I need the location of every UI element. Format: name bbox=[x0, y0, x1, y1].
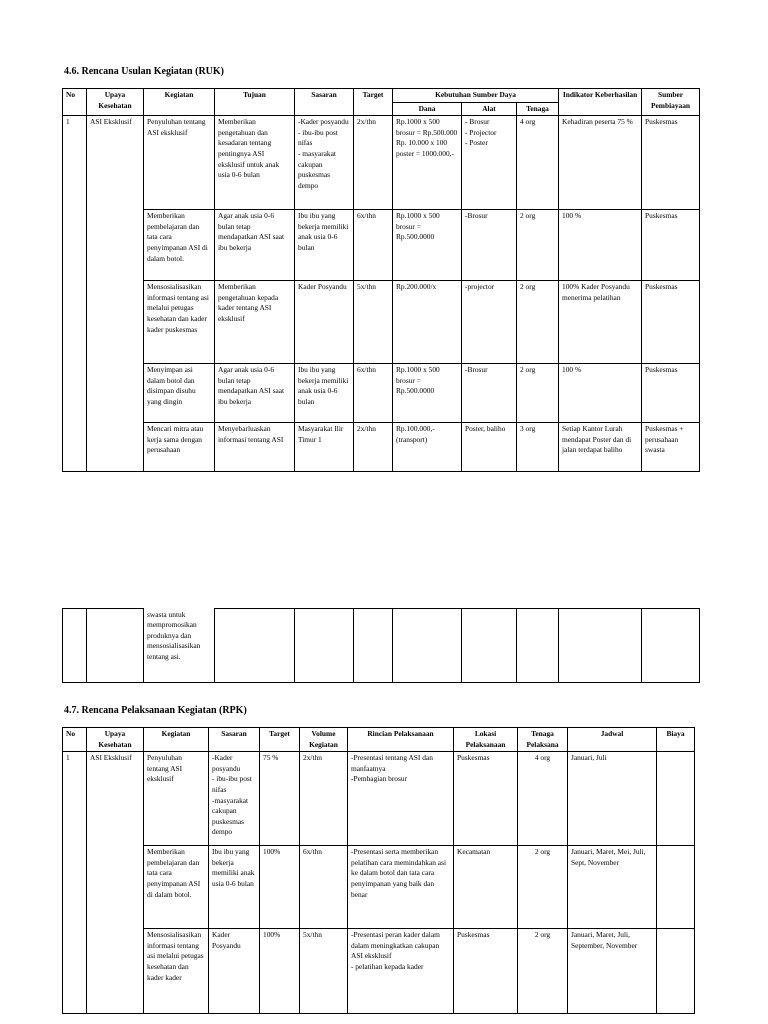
ruk-cell-kegiatan: Menyimpan asi dalam botol dan disimpan disuhu yang dingin bbox=[144, 364, 215, 423]
table-row bbox=[63, 281, 700, 364]
rpk-header-volume: Volume Kegiatan bbox=[300, 728, 348, 752]
rpk-header-biaya: Biaya bbox=[657, 728, 695, 752]
ruk-cell-target: 6x/thn bbox=[354, 364, 393, 423]
ruk-cell-tujuan: Memberikan pengetahuan kepada kader tentang ASI eksklusif bbox=[215, 281, 295, 364]
ruk-cell-dana: Rp.1000 x 500 brosur = Rp.500.0000 bbox=[393, 364, 462, 423]
ruk-header-indikator: Indikator Keberhasilan bbox=[559, 89, 642, 116]
rpk-cell-volume: 6x/thn bbox=[300, 846, 348, 929]
rpk-cell-biaya bbox=[657, 752, 695, 846]
rpk-cell-tenaga: 2 org bbox=[518, 929, 568, 1014]
table-row bbox=[63, 116, 700, 210]
rpk-cell-biaya bbox=[657, 929, 695, 1014]
ruk-header-no: No bbox=[63, 89, 87, 116]
table-row bbox=[63, 364, 700, 423]
ruk-cell-kegiatan: Mencari mitra atau kerja sama dengan perusahaan bbox=[144, 423, 215, 472]
ruk-cell-tujuan: Menyebarluaskan informasi tentang ASI bbox=[215, 423, 295, 472]
ruk-cell-tenaga: 4 org bbox=[517, 116, 559, 210]
rpk-header-lokasi: Lokasi Pelaksanaan bbox=[454, 728, 518, 752]
ruk-header-kebutuhan: Kebutuhan Sumber Daya bbox=[393, 89, 559, 103]
rpk-table bbox=[62, 727, 695, 1014]
ruk-cell-target: 5x/thn bbox=[354, 281, 393, 364]
ruk-cell-sasaran: Masyarakat Ilir Timur 1 bbox=[295, 423, 354, 472]
ruk-cell-sumber: Puskesmas + perusahaan swasta bbox=[642, 423, 700, 472]
table-row bbox=[63, 210, 700, 281]
rpk-cell-tenaga: 2 org bbox=[518, 846, 568, 929]
ruk-cell-kegiatan: Penyuluhan tentang ASI eksklusif bbox=[144, 116, 215, 210]
ruk-cell-tujuan: Agar anak usia 0-6 bulan tetap mendapatkan ASI saat ibu bekerja bbox=[215, 210, 295, 281]
rpk-header-rincian: Rincian Pelaksanaan bbox=[348, 728, 454, 752]
rpk-header-sasaran: Sasaran bbox=[209, 728, 260, 752]
ruk-cell-alat: -Brosur bbox=[462, 364, 517, 423]
ruk-cell-upaya: ASI Eksklusif bbox=[87, 116, 144, 472]
rpk-cell-target: 100% bbox=[260, 929, 300, 1014]
ruk-cell-target: 2x/thn bbox=[354, 116, 393, 210]
ruk-header-sumber: Sumber Pembiayaan bbox=[642, 89, 700, 116]
rpk-cell-tenaga: 4 org bbox=[518, 752, 568, 846]
table-row bbox=[63, 929, 695, 1014]
rpk-cell-lokasi: Puskesmas bbox=[454, 929, 518, 1014]
table-row bbox=[63, 752, 695, 846]
ruk-header-kegiatan: Kegiatan bbox=[144, 89, 215, 116]
table-row bbox=[63, 609, 700, 683]
rpk-cell-sasaran: -Kader posyandu - ibu-ibu post nifas -masyarakat cakupan puskesmas dempo bbox=[209, 752, 260, 846]
ruk-cell-indikator: Setiap Kantor Lurah mendapat Poster dan di jalan terdapat baliho bbox=[559, 423, 642, 472]
rpk-cell-sasaran: Ibu ibu yang bekerja memiliki anak usia 0-6 bulan bbox=[209, 846, 260, 929]
rpk-cell-volume: 2x/thn bbox=[300, 752, 348, 846]
ruk-continuation-table bbox=[62, 608, 700, 683]
ruk-cell-alat: -Brosur bbox=[462, 210, 517, 281]
ruk-cell-indikator: Kehadiran peserta 75 % bbox=[559, 116, 642, 210]
ruk-cell-indikator: 100 % bbox=[559, 210, 642, 281]
rpk-cell-kegiatan: Mensosialisasikan informasi tentang asi melalui petugas kesehatan dan kader kader bbox=[144, 929, 209, 1014]
rpk-cell-biaya bbox=[657, 846, 695, 929]
ruk-header-dana: Dana bbox=[393, 102, 462, 116]
ruk-cell-sasaran: Ibu ibu yang bekerja memiliki anak usia 0-6 bulan bbox=[295, 364, 354, 423]
rpk-cell-kegiatan: Penyuluhan tentang ASI eksklusif bbox=[144, 752, 209, 846]
ruk-cell-tenaga: 3 org bbox=[517, 423, 559, 472]
ruk-cell-no: 1 bbox=[63, 116, 87, 472]
ruk-cell-dana: Rp.1000 x 500 brosur = Rp.500.000 Rp. 10.000 x 100 poster = 1000.000,- bbox=[393, 116, 462, 210]
ruk-cell-tenaga: 2 org bbox=[517, 281, 559, 364]
rpk-header-no: No bbox=[63, 728, 87, 752]
ruk-header-sasaran: Sasaran bbox=[295, 89, 354, 116]
rpk-cell-rincian: -Presentasi serta memberikan pelatihan cara memindahkan asi ke dalam botol dan tata cara penyimpanan yang baik dan benar bbox=[348, 846, 454, 929]
ruk-cell-sasaran: Kader Posyandu bbox=[295, 281, 354, 364]
ruk-cell-sumber: Puskesmas bbox=[642, 210, 700, 281]
table-row bbox=[63, 423, 700, 472]
rpk-cell-jadwal: Januari, Juli bbox=[568, 752, 657, 846]
ruk-cell-target: 2x/thn bbox=[354, 423, 393, 472]
ruk-cell-alat: Poster, baliho bbox=[462, 423, 517, 472]
rpk-cell-sasaran: Kader Posyandu bbox=[209, 929, 260, 1014]
ruk-cell-kegiatan: Memberikan pembelajaran dan tata cara penyimpanan ASI di dalam botol. bbox=[144, 210, 215, 281]
ruk-continuation-kegiatan: swasta untuk mempromosikan produknya dan mensosialisasikan tentang asi. bbox=[144, 609, 215, 683]
rpk-cell-jadwal: Januari, Maret, Juli, September, November bbox=[568, 929, 657, 1014]
ruk-header-upaya: Upaya Kesehatan bbox=[87, 89, 144, 116]
rpk-cell-rincian: -Presentasi peran kader dalam dalam meningkatkan cakupan ASI eksklusif - pelatihan kepada kader bbox=[348, 929, 454, 1014]
ruk-header-alat: Alat bbox=[462, 102, 517, 116]
rpk-cell-rincian: -Presentasi tentang ASI dan manfaatnya -Pembagian brosur bbox=[348, 752, 454, 846]
ruk-cell-alat: - Brosur - Projector - Poster bbox=[462, 116, 517, 210]
ruk-header-target: Target bbox=[354, 89, 393, 116]
ruk-cell-tujuan: Memberikan pengetahuan dan kesadaran tentang pentingnya ASI eksklusif untuk anak usia 0-6 bulan bbox=[215, 116, 295, 210]
ruk-cell-target: 6x/thn bbox=[354, 210, 393, 281]
rpk-header-target: Target bbox=[260, 728, 300, 752]
rpk-cell-target: 100% bbox=[260, 846, 300, 929]
rpk-header-kegiatan: Kegiatan bbox=[144, 728, 209, 752]
ruk-cell-indikator: 100 % bbox=[559, 364, 642, 423]
ruk-cell-tujuan: Agar anak usia 0-6 bulan tetap mendapatkan ASI saat ibu bekerja bbox=[215, 364, 295, 423]
rpk-header-jadwal: Jadwal bbox=[568, 728, 657, 752]
rpk-title: 4.7. Rencana Pelaksanaan Kegiatan (RPK) bbox=[64, 705, 247, 716]
ruk-cell-sumber: Puskesmas bbox=[642, 281, 700, 364]
rpk-cell-volume: 5x/thn bbox=[300, 929, 348, 1014]
rpk-cell-no: 1 bbox=[63, 752, 87, 1014]
ruk-cell-sumber: Puskesmas bbox=[642, 364, 700, 423]
ruk-header-tujuan: Tujuan bbox=[215, 89, 295, 116]
rpk-cell-lokasi: Puskesmas bbox=[454, 752, 518, 846]
ruk-cell-dana: Rp.200.000/x bbox=[393, 281, 462, 364]
ruk-cell-dana: Rp.1000 x 500 brosur = Rp.500.0000 bbox=[393, 210, 462, 281]
ruk-cell-tenaga: 2 org bbox=[517, 364, 559, 423]
ruk-cell-dana: Rp.100.000,- (transport) bbox=[393, 423, 462, 472]
ruk-header-tenaga: Tenaga bbox=[517, 102, 559, 116]
ruk-cell-alat: -projector bbox=[462, 281, 517, 364]
ruk-cell-indikator: 100% Kader Posyandu menerima pelatihan bbox=[559, 281, 642, 364]
rpk-cell-lokasi: Kecamatan bbox=[454, 846, 518, 929]
rpk-cell-jadwal: Januari, Maret, Mei, Juli, Sept, November bbox=[568, 846, 657, 929]
ruk-cell-sasaran: Ibu ibu yang bekerja memiliki anak usia 0-6 bulan bbox=[295, 210, 354, 281]
ruk-cell-tenaga: 2 org bbox=[517, 210, 559, 281]
rpk-cell-kegiatan: Memberikan pembelajaran dan tata cara penyimpanan ASI di dalam botol. bbox=[144, 846, 209, 929]
ruk-cell-sumber: Puskesmas bbox=[642, 116, 700, 210]
ruk-cell-kegiatan: Mensosialisasikan informasi tentang asi melalui petugas kesehatan dan kader kader puskesmas bbox=[144, 281, 215, 364]
rpk-header-upaya: Upaya Kesehatan bbox=[87, 728, 144, 752]
ruk-title: 4.6. Rencana Usulan Kegiatan (RUK) bbox=[64, 66, 225, 77]
ruk-cell-sasaran: -Kader posyandu - ibu-ibu post nifas - masyarakat cakupan puskesmas dempo bbox=[295, 116, 354, 210]
rpk-cell-target: 75 % bbox=[260, 752, 300, 846]
rpk-header-tenaga: Tenaga Pelaksana bbox=[518, 728, 568, 752]
ruk-table bbox=[62, 88, 700, 472]
rpk-cell-upaya: ASI Eksklusif bbox=[87, 752, 144, 1014]
table-row bbox=[63, 846, 695, 929]
